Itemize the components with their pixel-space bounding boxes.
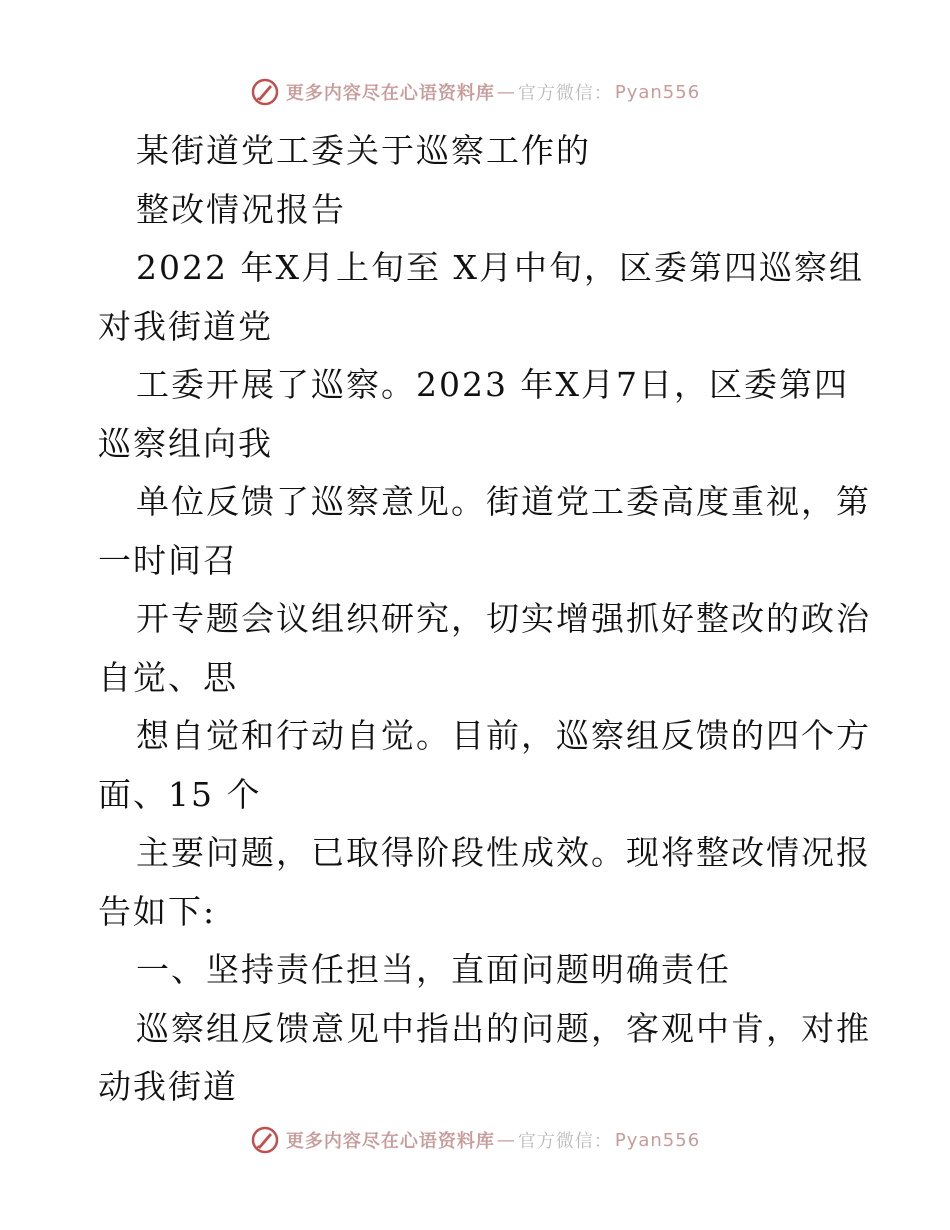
watermark-official-label: 官方微信： — [517, 83, 613, 104]
quill-logo-icon — [250, 1125, 280, 1155]
document-line: 面、15 个 — [98, 774, 262, 814]
document-line: 动我街道 — [98, 1067, 238, 1106]
document-line: 想自觉和行动自觉。目前，巡察组反馈的四个方 — [136, 716, 871, 755]
document-line: 整改情况报告 — [136, 189, 346, 229]
document-line: 巡察组反馈意见中指出的问题，客观中肯，对推 — [136, 1008, 871, 1048]
document-line: 告如下: — [98, 891, 217, 931]
watermark-text: 更多内容尽在心语资料库 — [285, 83, 495, 104]
watermark-wechat-id: Pyan556 — [614, 1129, 701, 1151]
watermark-dash: — — [496, 1129, 516, 1151]
document-line: 开专题会议组织研究，切实增强抓好整改的政治 — [136, 599, 871, 638]
watermark-text: 更多内容尽在心语资料库 — [285, 1131, 495, 1152]
document-line: 某街道党工委关于巡察工作的 — [136, 131, 591, 170]
document-line: 单位反馈了巡察意见。街道党工委高度重视，第 — [136, 482, 871, 521]
document-line: 对我街道党 — [98, 306, 273, 346]
document-line: 巡察组向我 — [98, 423, 273, 463]
document-line: 自觉、思 — [98, 657, 238, 697]
document-line: 主要问题，已取得阶段性成效。现将整改情况报 — [136, 833, 871, 872]
watermark-header — [0, 72, 950, 112]
document-line: 工委开展了巡察。2023 年X月7日，区委第四 — [136, 365, 849, 404]
document-line: 2022 年X月上旬至 X月中旬，区委第四巡察组 — [136, 248, 864, 287]
document-body — [98, 122, 871, 1117]
watermark-wechat-id: Pyan556 — [614, 81, 701, 103]
watermark-dash: — — [496, 81, 516, 103]
quill-logo-icon — [250, 77, 280, 107]
watermark-footer — [0, 1120, 950, 1160]
document-line: 一时间召 — [98, 540, 238, 580]
watermark-official-label: 官方微信： — [517, 1131, 613, 1152]
document-line: 一、坚持责任担当，直面问题明确责任 — [136, 950, 731, 989]
